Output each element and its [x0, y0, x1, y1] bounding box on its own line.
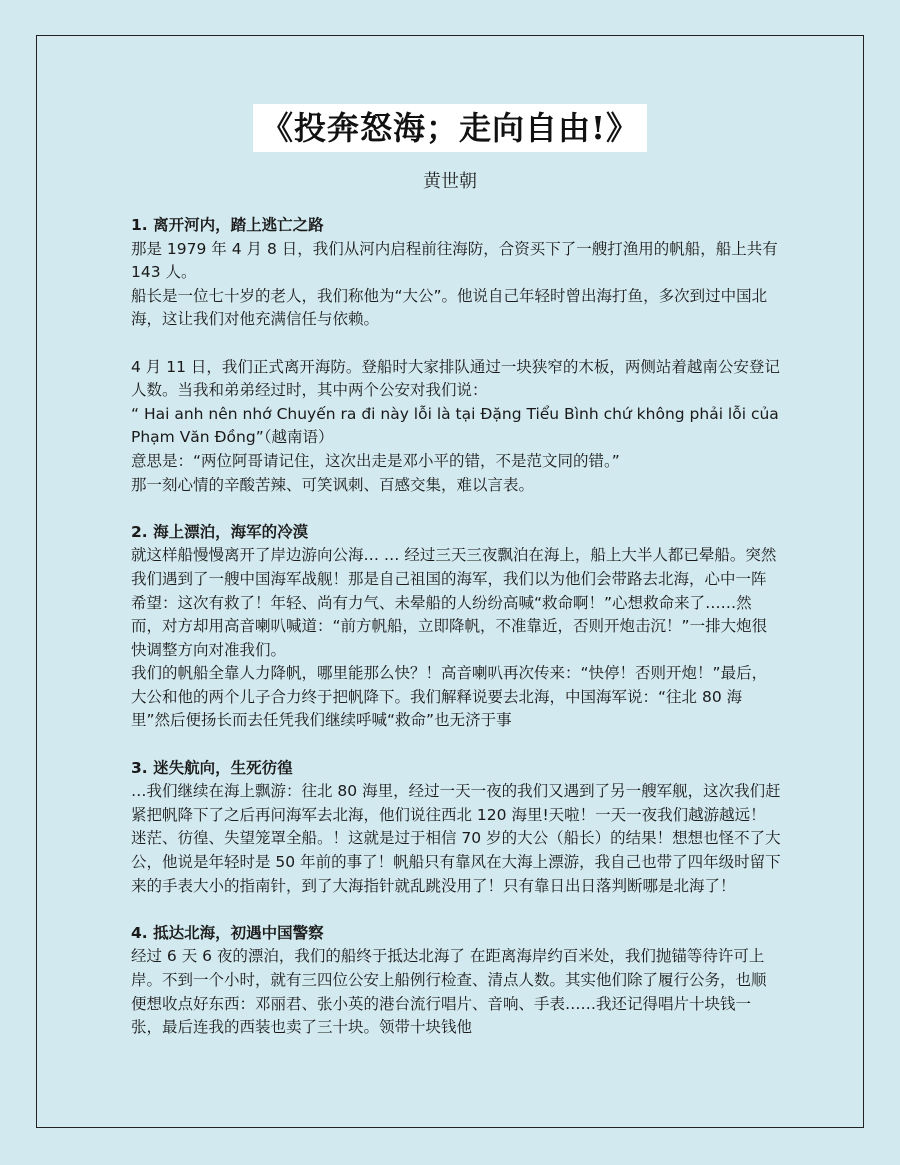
author-name: 黄世朝 [423, 171, 477, 192]
paragraph: 我们的帆船全靠人力降帆，哪里能那么快？！高音喇叭再次传来：“快停！否则开炮！”最后，大公和他的两个儿子合力终于把帆降下。我们解释说要去北海，中国海军说：“往北 80 海里”然后便扬长而去任凭我们继续呼喊“救命”也无济于事 [131, 664, 768, 730]
paragraph: …我们继续在海上飘游：往北 80 海里，经过一天一夜的我们又遇到了另一艘军舰，这次我们赶紧把帆降下了之后再问海军去北海，他们说往西北 120 海里!天啦！一天一夜我们越游越远！迷茫、彷徨、失望笼罩全船。！这就是过于相信 70 岁的大公（船长）的结果！想想也怪不了大公，他说是年轻时是 50 年前的事了！帆船只有靠风在大海上漂游，我自己也带了四年级时留下来的手表大小的指南针，到了大海指针就乱跳没用了！只有靠日出日落判断哪是北海了！ [131, 782, 781, 895]
paragraph: 意思是：“两位阿哥请记住，这次出走是邓小平的错，不是范文同的错。” [131, 451, 620, 470]
section-heading: 3. 迷失航向，生死彷徨 [131, 758, 293, 777]
section-heading: 1. 离开河内，踏上逃亡之路 [131, 216, 324, 234]
section-heading: 2. 海上漂泊，海军的冷漠 [131, 522, 309, 541]
section-heading: 4. 抵达北海，初遇中国警察 [131, 923, 324, 942]
document-title: 《投奔怒海；走向自由!》 [253, 104, 647, 152]
paragraph: “ Hai anh nên nhớ Chuyến ra đi này lỗi là tại Đặng Tiểu Bình chứ không phải lỗi của Phạm Văn Đồng”（越南语） [131, 404, 779, 447]
section-2 [131, 521, 781, 733]
paragraph: 船长是一位七十岁的老人，我们称他为“大公”。他说自己年轻时曾出海打鱼，多次到过中国北海，这让我们对他充满信任与依赖。 [131, 286, 768, 329]
paragraph: 就这样船慢慢离开了岸边游向公海… … 经过三天三夜飘泊在海上，船上大半人都已晕船。突然我们遇到了一艘中国海军战舰！那是自己祖国的海军，我们以为他们会带路去北海，心中一阵希望：这次有救了！年轻、尚有力气、未晕船的人纷纷高喊“救命啊！”心想救命来了……然而，对方却用高音喇叭喊道：“前方帆船，立即降帆，不准靠近，否则开炮击沉！”一排大炮很快调整方向对准我们。 [131, 546, 777, 659]
title-container [0, 104, 900, 152]
section-1 [131, 214, 781, 497]
paragraph: 那一刻心情的辛酸苦辣、可笑讽刺、百感交集，难以言表。 [131, 475, 535, 494]
paragraph: 那是 1979 年 4 月 8 日，我们从河内启程前往海防，合资买下了一艘打渔用的帆船，船上共有 143 人。 [131, 239, 778, 282]
article-body [131, 214, 781, 1063]
section-4 [131, 922, 781, 1040]
paragraph: 经过 6 天 6 夜的漂泊，我们的船终于抵达北海了 在距离海岸约百米处，我们抛锚等待许可上岸。不到一个小时，就有三四位公安上船例行检查、清点人数。其实他们除了履行公务，也顺便想收点好东西：邓丽君、张小英的港台流行唱片、音响、手表……我还记得唱片十块钱一张，最后连我的西装也卖了三十块。领带十块钱他 [131, 947, 767, 1037]
paragraph: 4 月 11 日，我们正式离开海防。登船时大家排队通过一块狭窄的木板，两侧站着越南公安登记人数。当我和弟弟经过时，其中两个公安对我们说： [131, 357, 780, 400]
section-3 [131, 757, 781, 899]
